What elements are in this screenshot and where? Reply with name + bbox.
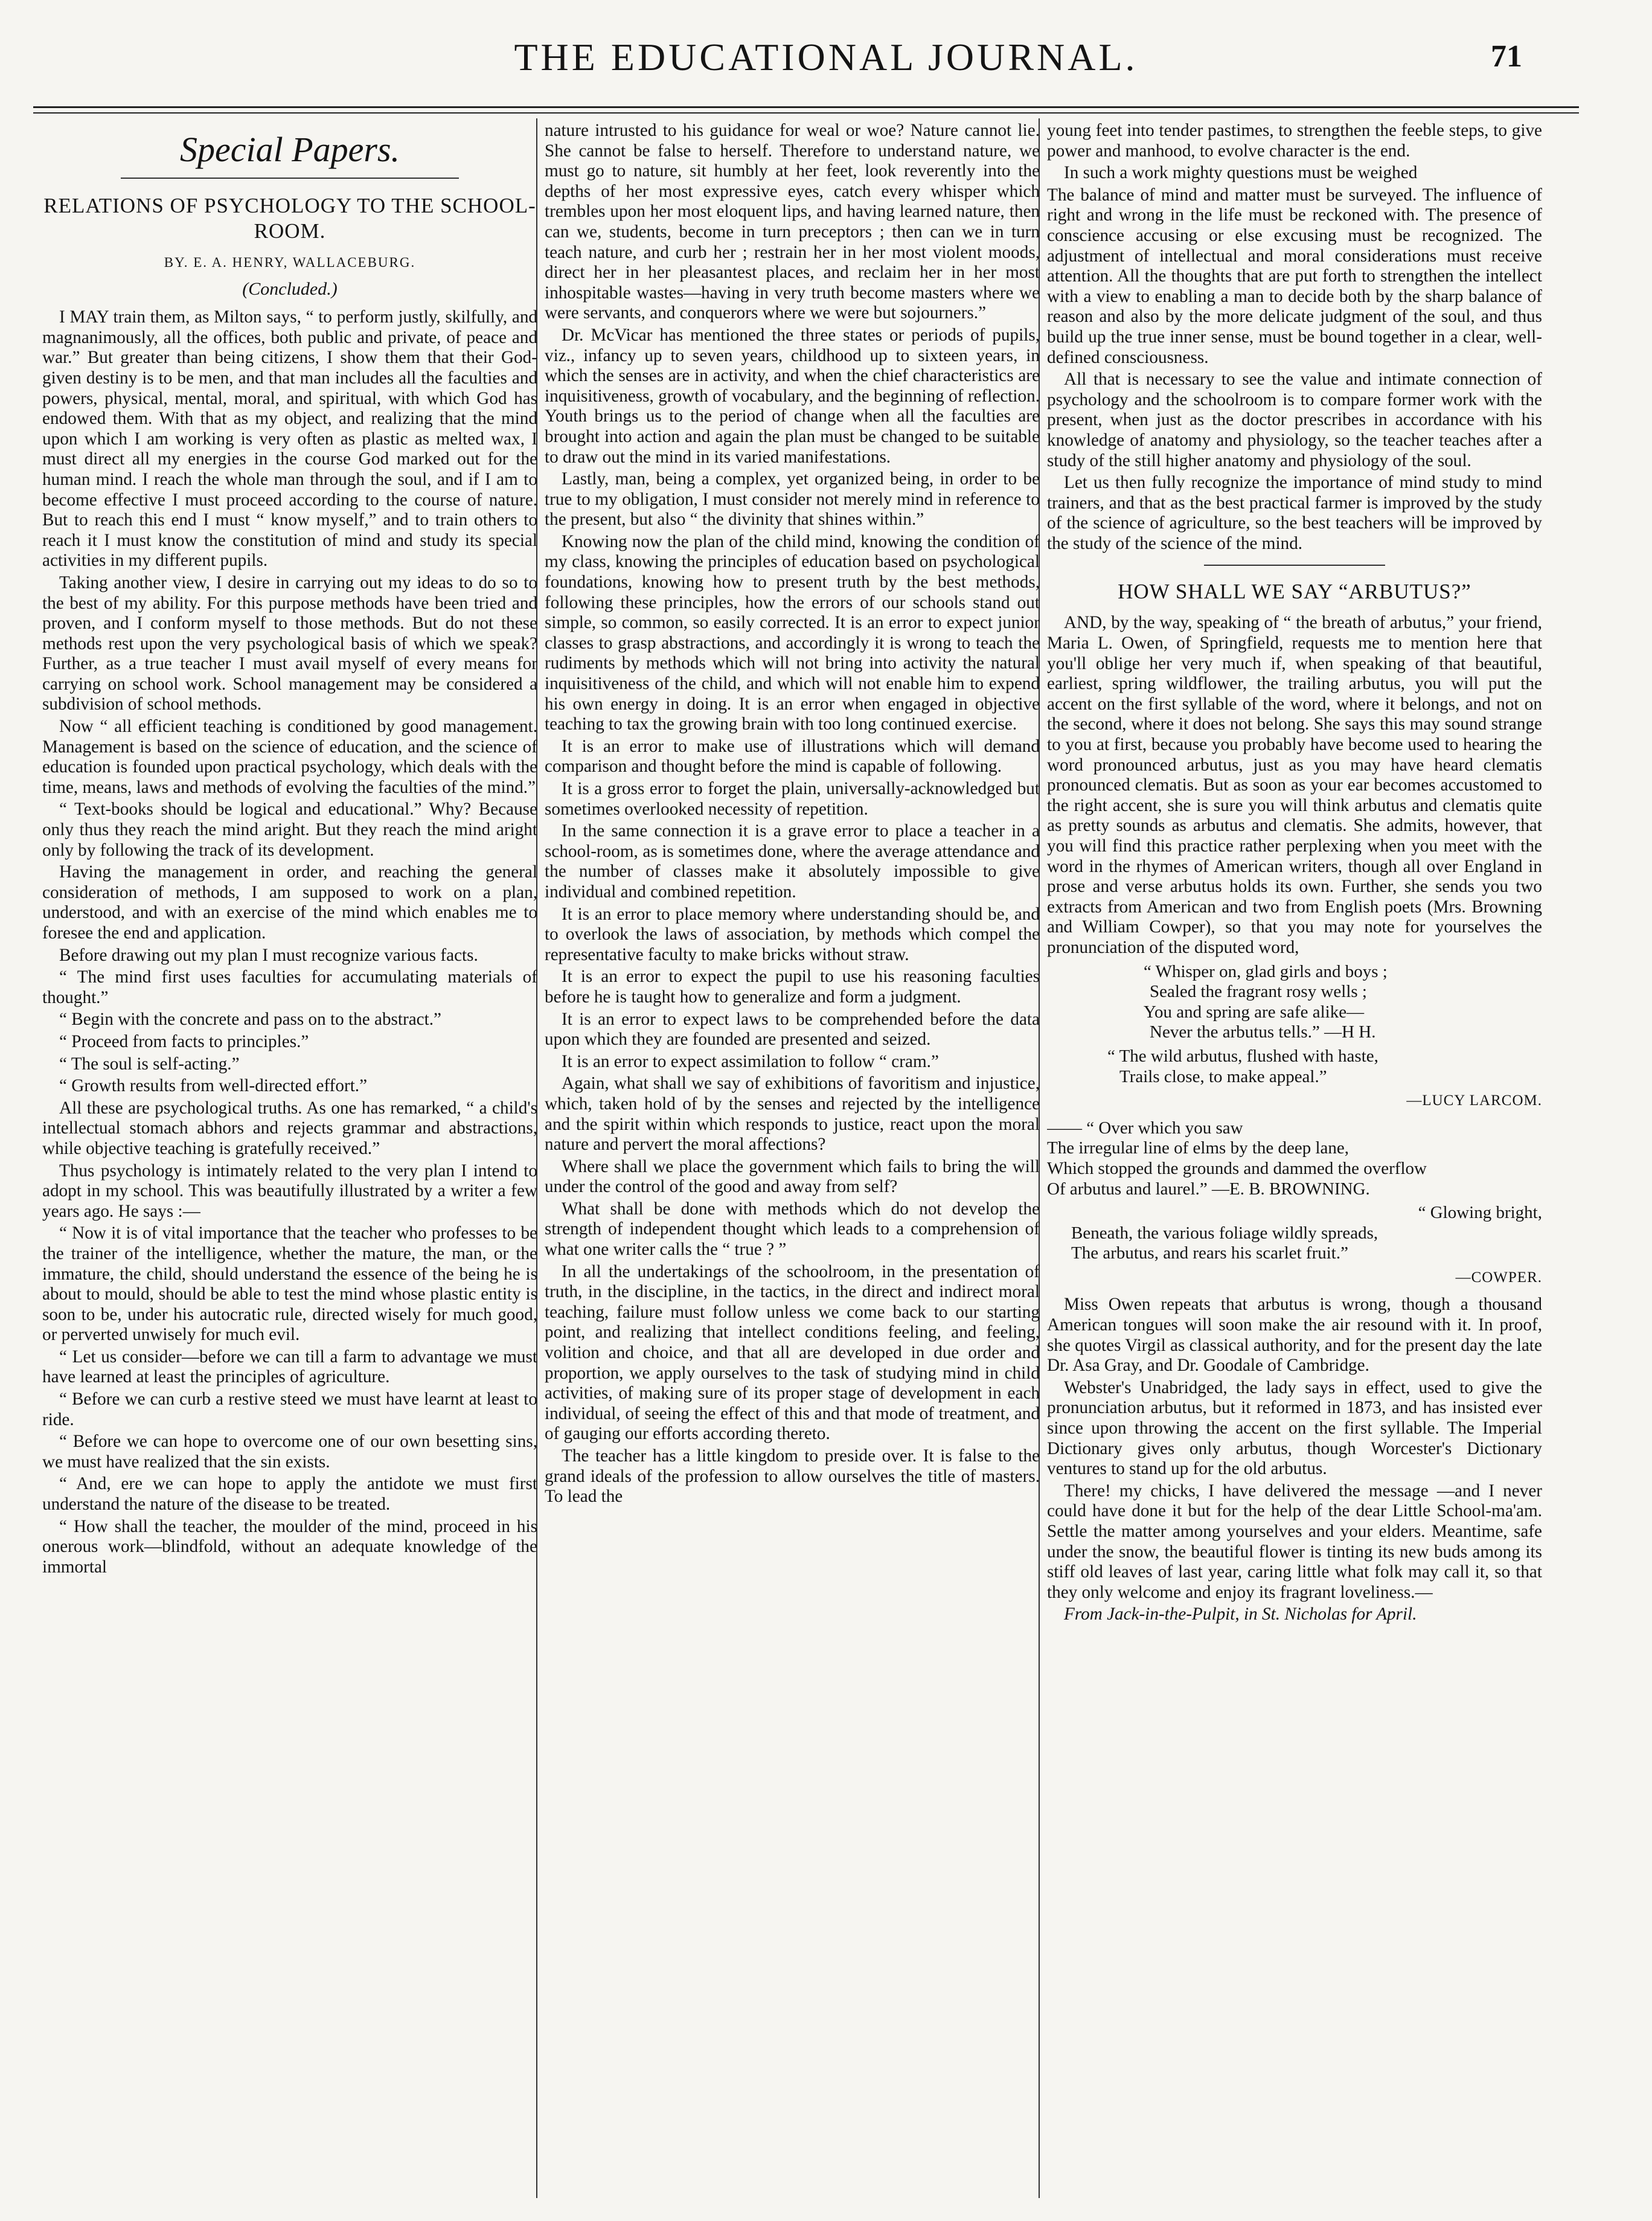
page-number: 71 xyxy=(1491,39,1522,74)
verse-line: —— “ Over which you saw xyxy=(1047,1118,1243,1138)
paragraph: Again, what shall we say of exhibitions of favoritism and injustice, which, taken hold of by the senses and rejected by the intelligence and the spirit within which responds to justice, react upon the moral nature and pervert the moral affections? xyxy=(545,1074,1040,1155)
paragraph: All these are psychological truths. As one has remarked, “ a child's intellectual stomach abhors and rejects grammar and abstractions, while objective teaching is gratefully received.” xyxy=(42,1098,537,1158)
article-title: RELATIONS OF PSYCHOLOGY TO THE SCHOOL-ROOM. xyxy=(43,194,536,243)
paragraph: It is an error to expect the pupil to use his reasoning faculties before he is taught how to generalize and form a judgment. xyxy=(545,967,1040,1007)
paragraph: It is an error to expect assimilation to follow “ cram.” xyxy=(562,1051,939,1071)
column-1 xyxy=(42,121,537,2192)
paragraph: I MAY train them, as Milton says, “ to perform justly, skilfully, and magnanimously, all the offices, both public and private, of peace and war.” But greater than being citizens, I show them that their God-given destiny is to be men, and that man includes all the faculties and powers, physical, mental, moral, and spiritual, with which God has endowed them. With that as my object, and realizing that the mind upon which I am working is very often as plastic as melted wax, I must direct all my energies in the course God marked out for the human mind. I reach the whole man through the soul, and if I am to become effective I must proceed according to the course of nature. But to reach this end I must “ know myself,” and to train others to reach it I must know the constitution of mind and study its special activities in my different pupils. xyxy=(42,307,537,571)
paragraph: Now “ all efficient teaching is conditioned by good management. Management is based on the science of education, and the science of education is founded upon practical psychology, which deals with the time, means, laws and methods of evolving the faculties of the mind.” xyxy=(42,717,537,797)
paragraph: “ Now it is of vital importance that the teacher who professes to be the trainer of the intelligence, whether the mature, the man, or the immature, the child, should understand the essence of the being he is about to mould, should be able to test the mind whose plastic entity is soon to be, under his autocratic rule, directed wisely for much good, or perverted unwisely for much evil. xyxy=(42,1223,537,1345)
paragraph: AND, by the way, speaking of “ the breath of arbutus,” your friend, Maria L. Owen, of Springfield, requests me to mention here that you'll oblige her very much if, when speaking of that beautiful, earliest, spring wildflower, the trailing arbutus, you will put the accent on the first syllable of the word, where it belongs, and not on the second, where it does not belong. She says this may sound strange to you at first, because you probably have become used to hearing the word pronounced arbutus, just as you may have heard clematis pronounced clematis. But as soon as your ear becomes accustomed to the right accent, she is sure you will think arbutus and clematis quite as pretty sounds as arbutus and clematis. She admits, however, that you will find this practice rather perplexing when you meet with the word in the rhymes of American writers, though all over England in prose and verse arbutus holds its own. Further, she sends you two extracts from American and two from English poets (Mrs. Browning and William Cowper), so that you may note for yourselves the pronunciation of the disputed word, xyxy=(1047,613,1542,957)
paragraph: “ Let us consider—before we can till a farm to advantage we must have learned at least the principles of agriculture. xyxy=(42,1347,537,1387)
paragraph: young feet into tender pastimes, to strengthen the feeble steps, to give power and manhood, to evolve character is the end. xyxy=(1047,121,1542,161)
paragraph: “ Text-books should be logical and educational.” Why? Because only thus they reach the mind aright. But they reach the mind aright only by following the track of its development. xyxy=(42,800,537,860)
poem-browning xyxy=(1047,1118,1542,1199)
paragraph: “ Begin with the concrete and pass on to the abstract.” xyxy=(59,1010,441,1030)
paragraph: The balance of mind and matter must be surveyed. The influence of right and wrong in the life must be reckoned with. The presence of conscience accusing or else excusing must be recognized. The adjustment of intellectual and moral considerations must receive attention. All the thoughts that are put forth to strengthen the intellect with a view to enabling a man to decide both by the sharp balance of reason and also by the more delicate judgment of the soul, and thus build up the true inner sense, must be bound together in a clear, well-defined consciousness. xyxy=(1047,185,1542,367)
poem-cowper xyxy=(1047,1203,1542,1264)
article-title: HOW SHALL WE SAY “ARBUTUS?” xyxy=(1118,580,1471,604)
verse-line: The arbutus, and rears his scarlet fruit.” xyxy=(1071,1243,1348,1263)
article-note: (Concluded.) xyxy=(242,278,338,299)
paragraph: “ Before we can hope to overcome one of our own besetting sins, we must have realized that the sin exists. xyxy=(42,1432,537,1472)
paragraph: It is a gross error to forget the plain, universally-acknowledged but sometimes overlooked necessity of repetition. xyxy=(545,779,1040,819)
verse-line: You and spring are safe alike— xyxy=(1144,1002,1365,1022)
article-byline: BY. E. A. HENRY, WALLACEBURG. xyxy=(164,255,416,270)
verse-line: Sealed the fragrant rosy wells ; xyxy=(1150,982,1367,1002)
verse-line: Which stopped the grounds and dammed the overflow xyxy=(1047,1158,1427,1178)
paragraph: “ And, ere we can hope to apply the antidote we must first understand the nature of the disease to be treated. xyxy=(42,1474,537,1514)
paragraph: “ The soul is self-acting.” xyxy=(59,1054,240,1074)
paragraph: It is an error to make use of illustrations which will demand comparison and thought before the mind is capable of following. xyxy=(545,736,1040,777)
verse-line: Never the arbutus tells.” —H H. xyxy=(1150,1022,1376,1042)
verse-line: Beneath, the various foliage wildly spreads, xyxy=(1071,1223,1378,1243)
verse-line: “ Whisper on, glad girls and boys ; xyxy=(1144,961,1388,981)
paragraph: In such a work mighty questions must be weighed xyxy=(1064,163,1418,183)
section-rule xyxy=(121,178,459,179)
paragraph: Let us then fully recognize the importance of mind study to mind trainers, and that as the best practical farmer is improved by the study of the science of agriculture, so the best teachers will be improved by the study of the science of the mind. xyxy=(1047,473,1542,553)
verse-line: “ The wild arbutus, flushed with haste, xyxy=(1107,1046,1378,1066)
article-separator xyxy=(1204,565,1385,566)
paragraph: In the same connection it is a grave error to place a teacher in a school-room, as is sometimes done, where the average attendance and the number of classes make it absolutely impossible to give individual and combined repetition. xyxy=(545,821,1040,902)
paragraph: “ Before we can curb a restive steed we must have learnt at least to ride. xyxy=(42,1389,537,1429)
column-3 xyxy=(1047,121,1542,2192)
paragraph: Webster's Unabridged, the lady says in effect, used to give the pronunciation arbutus, but it reformed in 1873, and has insisted ever since upon throwing the accent on the first syllable. The Imperial Dictionary gives only arbutus, though Worcester's Dictionary ventures to stand up for the old arbutus. xyxy=(1047,1377,1542,1479)
masthead-rule-inner xyxy=(33,112,1579,114)
verse-line: Of arbutus and laurel.” —E. B. BROWNING. xyxy=(1047,1179,1370,1199)
paragraph: Where shall we place the government which fails to bring the will under the control of the good and away from self? xyxy=(545,1156,1040,1197)
paragraph: Knowing now the plan of the child mind, knowing the condition of my class, knowing the principles of education based on psychological foundations, knowing how to present truth by the best methods, following these principles, how the errors of our schools stand out simple, so common, so easily corrected. It is an error to expect junior classes to grasp abstractions, and accordingly it is wrong to teach the rudiments by methods which will not bring into activity the natural inquisitiveness of the child, and which will not enable him to expend his own energy in doing. It is an error when engaged in objective teaching to tax the growing brain with too long continued exercise. xyxy=(545,531,1040,734)
poem-larcom-hh xyxy=(1047,962,1542,1043)
paragraph: Dr. McVicar has mentioned the three states or periods of pupils, viz., infancy up to seven years, childhood up to sixteen years, in which the senses are in activity, and when the chief characteristics are inquisitiveness, growth of vocabulary, and the beginning of reflection. Youth brings us to the period of change when all the faculties are brought into action and again the plan must be changed to be suitable to draw out the mind in its varied manifestations. xyxy=(545,325,1040,467)
verse-line: Trails close, to make appeal.” xyxy=(1119,1066,1327,1086)
paragraph: It is an error to expect laws to be comprehended before the data upon which they are founded are presented and seized. xyxy=(545,1009,1040,1050)
verse-line: “ Glowing bright, xyxy=(1418,1203,1542,1223)
paragraph: Lastly, man, being a complex, yet organized being, in order to be true to my obligation, I must consider not merely mind in reference to the present, but also “ the divinity that shines within.” xyxy=(545,469,1040,530)
poem-attribution: —LUCY LARCOM. xyxy=(1406,1092,1542,1109)
paragraph: “ How shall the teacher, the moulder of the mind, proceed in his onerous work—blindfold, without an adequate knowledge of the immortal xyxy=(42,1516,537,1577)
column-2 xyxy=(545,121,1040,2192)
masthead-title: THE EDUCATIONAL JOURNAL. xyxy=(514,36,1138,79)
paragraph: It is an error to place memory where understanding should be, and to overlook the laws of association, by methods which compel the representative faculty to make bricks without straw. xyxy=(545,904,1040,964)
paragraph: “ The mind first uses faculties for accumulating materials of thought.” xyxy=(42,967,537,1007)
paragraph: Having the management in order, and reaching the general consideration of methods, I am supposed to work on a plan, understood, and with an exercise of the mind which enables me to foresee the end and application. xyxy=(42,862,537,943)
paragraph: Miss Owen repeats that arbutus is wrong, though a thousand American tongues will soon make the air resound with it. In proof, she quotes Virgil as classical authority, and for the present day the late Dr. Asa Gray, and Dr. Goodale of Cambridge. xyxy=(1047,1295,1542,1376)
source-credit: From Jack-in-the-Pulpit, in St. Nicholas for April. xyxy=(1064,1604,1417,1624)
paragraph: Thus psychology is intimately related to the very plan I intend to adopt in my school. This was beautifully illustrated by a writer a few years ago. He says :— xyxy=(42,1161,537,1221)
paragraph: The teacher has a little kingdom to preside over. It is false to the grand ideals of the profession to allow ourselves the title of masters. To lead the xyxy=(545,1446,1040,1507)
paragraph: “ Proceed from facts to principles.” xyxy=(59,1031,309,1051)
section-heading: Special Papers. xyxy=(179,130,400,169)
paragraph: All that is necessary to see the value and intimate connection of psychology and the schoolroom is to compare former work with the present, when just as the doctor prescribes in accordance with his knowledge of anatomy and physiology, so the teacher teaches after a study of the still higher anatomy and physiology of the soul. xyxy=(1047,370,1542,470)
paragraph: In all the undertakings of the schoolroom, in the presentation of truth, in the discipline, in the tactics, in the direct and indirect moral teaching, failure must follow unless we come back to our starting point, and realizing that intellect conditions feeling, and feeling, volition and choice, and that all are developed in due order and proportion, we apply ourselves to the task of studying mind in child activities, of making sure of its proper stage of development in each individual, of seeing the effect of this and that mode of treatment, and of gauging our efforts according thereto. xyxy=(545,1261,1040,1444)
paragraph: Before drawing out my plan I must recognize various facts. xyxy=(59,945,478,965)
paragraph: Taking another view, I desire in carrying out my ideas to do so to the best of my ability. For this purpose methods have been tried and proven, and I conform myself to those methods. But do not these methods rest upon the very psychological basis of which we speak? Further, as a true teacher I must avail myself of every means for carrying on school work. School management may be considered a subdivision of school methods. xyxy=(42,572,537,714)
verse-line: The irregular line of elms by the deep lane, xyxy=(1047,1138,1349,1158)
paragraph: There! my chicks, I have delivered the message —and I never could have done it but for the help of the dear Little School-ma'am. Settle the matter among yourselves and your elders. Meantime, safe under the snow, the beautiful flower is tinting its new buds among its stiff old leaves of last year, caring little what folk may call it, so that they only welcome and enjoy its fragrant loveliness.— xyxy=(1047,1481,1542,1602)
paragraph: nature intrusted to his guidance for weal or woe? Nature cannot lie. She cannot be false to herself. Therefore to understand nature, we must go to nature, sit humbly at her feet, look reverently into the depths of her most expressive eyes, catch every whisper which trembles upon her most eloquent lips, and having learned nature, then can we, students, become in turn preceptors ; then can we in turn teach nature, and curb her ; restrain her in her most violent moods, direct her in her pleasantest places, and reclaim her in her most inhospitable wastes—having in very truth become masters where we were servants, and conquerors where we were but sojourners.” xyxy=(545,121,1040,323)
masthead-rule xyxy=(33,106,1579,108)
poem-attribution: —COWPER. xyxy=(1455,1269,1542,1286)
paragraph: What shall be done with methods which do not develop the strength of independent thought which leads to a comprehension of what one writer calls the “ true ? ” xyxy=(545,1199,1040,1260)
paragraph: “ Growth results from well-directed effort.” xyxy=(59,1076,368,1096)
poem-larcom xyxy=(1047,1046,1542,1087)
